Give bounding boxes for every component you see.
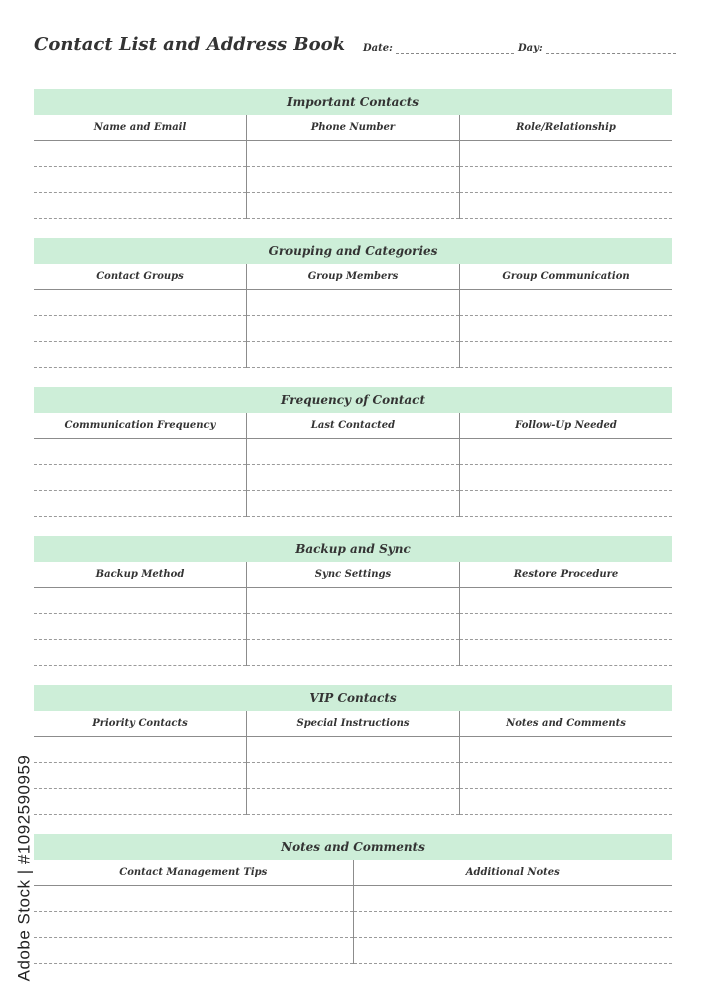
- entry-row[interactable]: [247, 342, 459, 368]
- column-header: Notes and Comments: [460, 711, 672, 737]
- entry-row[interactable]: [34, 290, 246, 316]
- entry-row[interactable]: [460, 141, 672, 167]
- entry-row[interactable]: [460, 439, 672, 465]
- column-header: Communication Frequency: [34, 413, 246, 439]
- entry-row[interactable]: [460, 167, 672, 193]
- column: [246, 562, 459, 666]
- entry-row[interactable]: [34, 640, 246, 666]
- column: [459, 264, 672, 368]
- column-header: Phone Number: [247, 115, 459, 141]
- column: [34, 115, 246, 219]
- section-header: Backup and Sync: [34, 536, 672, 562]
- entry-row[interactable]: [34, 886, 353, 912]
- section-grouping-categories: [34, 238, 672, 368]
- entry-row[interactable]: [34, 588, 246, 614]
- entry-row[interactable]: [460, 763, 672, 789]
- section-notes-comments: [34, 834, 672, 964]
- stock-watermark: [10, 750, 38, 985]
- entry-row[interactable]: [34, 912, 353, 938]
- column-header: Special Instructions: [247, 711, 459, 737]
- section-header: VIP Contacts: [34, 685, 672, 711]
- entry-row[interactable]: [460, 789, 672, 815]
- entry-row[interactable]: [34, 141, 246, 167]
- entry-row[interactable]: [247, 193, 459, 219]
- column-header: Backup Method: [34, 562, 246, 588]
- column-header: Priority Contacts: [34, 711, 246, 737]
- entry-row[interactable]: [247, 316, 459, 342]
- column: [459, 562, 672, 666]
- entry-row[interactable]: [247, 737, 459, 763]
- column: [459, 413, 672, 517]
- column-header: Contact Management Tips: [34, 860, 353, 886]
- column: [34, 860, 353, 964]
- section-frequency-of-contact: [34, 387, 672, 517]
- entry-row[interactable]: [247, 141, 459, 167]
- column: [246, 413, 459, 517]
- day-field[interactable]: [518, 43, 676, 54]
- entry-row[interactable]: [460, 193, 672, 219]
- column-header: Restore Procedure: [460, 562, 672, 588]
- column-header: Group Communication: [460, 264, 672, 290]
- entry-row[interactable]: [354, 886, 673, 912]
- entry-row[interactable]: [460, 316, 672, 342]
- entry-row[interactable]: [460, 640, 672, 666]
- column: [34, 711, 246, 815]
- entry-row[interactable]: [34, 938, 353, 964]
- entry-row[interactable]: [460, 491, 672, 517]
- entry-row[interactable]: [34, 465, 246, 491]
- entry-row[interactable]: [354, 912, 673, 938]
- entry-row[interactable]: [34, 789, 246, 815]
- entry-row[interactable]: [460, 614, 672, 640]
- entry-row[interactable]: [247, 167, 459, 193]
- column-header: Last Contacted: [247, 413, 459, 439]
- section-backup-sync: [34, 536, 672, 666]
- entry-row[interactable]: [34, 167, 246, 193]
- entry-row[interactable]: [247, 491, 459, 517]
- entry-row[interactable]: [247, 290, 459, 316]
- column: [34, 562, 246, 666]
- entry-row[interactable]: [247, 789, 459, 815]
- entry-row[interactable]: [34, 316, 246, 342]
- section-header: Grouping and Categories: [34, 238, 672, 264]
- entry-row[interactable]: [247, 614, 459, 640]
- day-input-line[interactable]: [546, 44, 676, 54]
- column: [353, 860, 673, 964]
- entry-row[interactable]: [247, 439, 459, 465]
- entry-row[interactable]: [247, 640, 459, 666]
- entry-row[interactable]: [460, 290, 672, 316]
- column: [459, 115, 672, 219]
- entry-row[interactable]: [34, 763, 246, 789]
- column-header: Contact Groups: [34, 264, 246, 290]
- page-title: Contact List and Address Book: [34, 34, 346, 55]
- entry-row[interactable]: [460, 342, 672, 368]
- entry-row[interactable]: [34, 193, 246, 219]
- watermark-text: Adobe Stock | #1092590959: [14, 754, 34, 981]
- entry-row[interactable]: [34, 342, 246, 368]
- entry-row[interactable]: [34, 614, 246, 640]
- entry-row[interactable]: [354, 938, 673, 964]
- column-header: Name and Email: [34, 115, 246, 141]
- column: [246, 711, 459, 815]
- section-vip-contacts: [34, 685, 672, 815]
- section-header: Notes and Comments: [34, 834, 672, 860]
- section-header: Frequency of Contact: [34, 387, 672, 413]
- column-header: Group Members: [247, 264, 459, 290]
- section-important-contacts: [34, 89, 672, 219]
- entry-row[interactable]: [460, 465, 672, 491]
- column-header: Sync Settings: [247, 562, 459, 588]
- date-field[interactable]: [363, 43, 514, 54]
- date-input-line[interactable]: [396, 44, 514, 54]
- entry-row[interactable]: [34, 491, 246, 517]
- column-header: Additional Notes: [354, 860, 673, 886]
- entry-row[interactable]: [247, 465, 459, 491]
- entry-row[interactable]: [460, 588, 672, 614]
- column: [246, 264, 459, 368]
- entry-row[interactable]: [460, 737, 672, 763]
- column-header: Role/Relationship: [460, 115, 672, 141]
- date-label: Date:: [363, 43, 393, 54]
- column: [34, 413, 246, 517]
- column: [459, 711, 672, 815]
- entry-row[interactable]: [34, 439, 246, 465]
- day-label: Day:: [518, 43, 543, 54]
- entry-row[interactable]: [247, 763, 459, 789]
- entry-row[interactable]: [247, 588, 459, 614]
- column-header: Follow-Up Needed: [460, 413, 672, 439]
- column: [34, 264, 246, 368]
- column: [246, 115, 459, 219]
- entry-row[interactable]: [34, 737, 246, 763]
- section-header: Important Contacts: [34, 89, 672, 115]
